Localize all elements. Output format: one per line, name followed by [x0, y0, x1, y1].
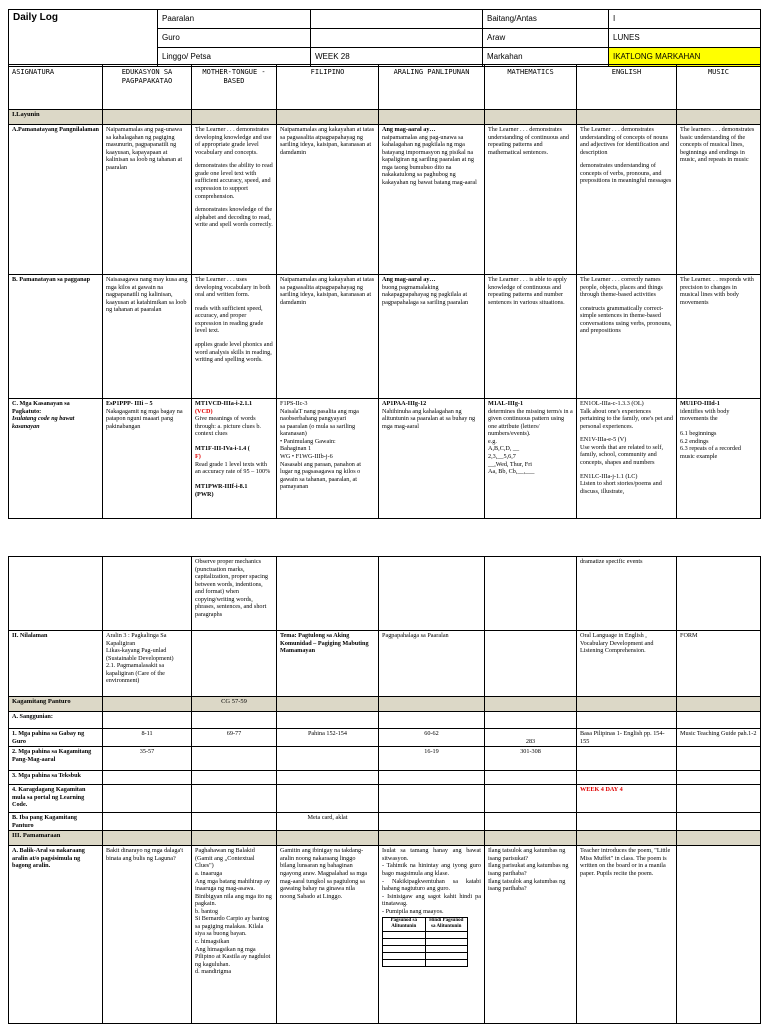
cell: 69-77	[192, 729, 277, 747]
row-label: 1. Mga pahina sa Gabay ng Guro	[9, 729, 103, 747]
subject-header: ENGLISH	[577, 65, 677, 110]
week-value: WEEK 28	[311, 48, 483, 67]
markahan-label: Markahan	[483, 48, 609, 67]
cell: Gamitin ang ibinigay na takdang-aralin noong nakaraang linggo bilang lunsaran ng bahaginan ngayong araw. Magpalahad sa mga mag-aaral tungkol sa pagtulong sa gawaing bahay na ginawa nila noong Sabado at Linggo.	[277, 846, 379, 1024]
cell: 301-308	[485, 747, 577, 771]
cell: 283	[485, 729, 577, 747]
cell: MT1VCD-IIIa-i-2.1.1 (VCD) Give meanings of words through: a. picture clues b. context clues MT1F-III-IVa-i-1.4 ( F) Read grade 1 level texts with an accuracy rate of 95 – 100% MT1PWR-IIIf-i-8.1 (PWR)	[192, 399, 277, 519]
markahan-value: IKATLONG MARKAHAN	[609, 48, 761, 67]
araw-label: Araw	[483, 29, 609, 48]
row-label: 4. Karagdagang Kagamitan mula sa portal ng Learning Code.	[9, 785, 103, 813]
cell: Teacher introduces the poem, "Little Miss Muffet" in class. The poem is written on the board or in a manila paper. Pupils recite the poem.	[577, 846, 677, 1024]
cell: The Learner . . . uses developing vocabulary in both oral and written form. reads with sufficient speed, accuracy, and proper expression in reading grade level text. applies grade level phonics and word analysis skills in reading, writing and spelling words.	[192, 275, 277, 399]
cell: WEEK 4 DAY 4	[577, 785, 677, 813]
row-label: II. Nilalaman	[9, 631, 103, 697]
row-label: A.Pamanatayang Pangnilalaman	[9, 125, 103, 275]
cell: FORM	[677, 631, 761, 697]
cell: Oral Language in English , Vocabulary Development and Listening Comprehension.	[577, 631, 677, 697]
cell: Isulat sa tamang hanay ang bawat sitwasyon. - Tahimik na hinintay ang iyong guro bago magsimula ang klase. - Nakikipagkwentuhan sa katabi habang nagtuturo ang guro. - Isinisigaw ang sagot kahit hindi pa tinatawag. - Pumipila nang maayos. Pagsunod sa Alituntunin Hindi Pagsunod sa Alituntunin	[379, 846, 485, 1024]
row-label: A. Balik-Aral sa nakaraang aralin at/o pagsisimula ng bagong aralin.	[9, 846, 103, 1024]
cell: 60-62	[379, 729, 485, 747]
cell: The Learner. . . responds with precision to changes in musical lines with body movements	[677, 275, 761, 399]
subject-header: ASIGNATURA	[9, 65, 103, 110]
cell: The Learner . . . demonstrates understanding of continuous and repeating patterns and mathematical sentences.	[485, 125, 577, 275]
row-label: A. Sanggunian:	[9, 712, 103, 729]
row-label: C. Mga Kasanayan sa Pagkatuto: Isulatang code ng bawat kasanayan	[9, 399, 103, 519]
subject-header: EDUKASYON SA PAGPAPAKATAO	[103, 65, 192, 110]
cell: Music Teaching Guide pah.1-2	[677, 729, 761, 747]
row-label: B. Iba pang Kagamitang Panturo	[9, 813, 103, 831]
cell: The Learner . . . correctly names people, objects, places and things through theme-based activities constructs grammatically correct-simple sentences in theme-based conversations using verbs, pronouns, and prepositions	[577, 275, 677, 399]
cell: Bakit dinarayo ng mga dalaga't binata ang bulis ng Laguna?	[103, 846, 192, 1024]
row-label: B. Pamanatayan sa pagganap	[9, 275, 103, 399]
cell: Ang mag-aaral ay… naipamamalas ang pag-unawa sa kahalagahan ng pagkilala ng mga batayang impormasyon ng pisikal na kapaligiran ng sariling paaralan at ng mga taong bumubuo dito na nakakatulong sa paghubog ng kakayahan ng bawat batang mag-aaral	[379, 125, 485, 275]
baitang-label: Baitang/Antas	[483, 10, 609, 29]
paaralan-label: Paaralan	[158, 10, 311, 29]
row-label: 3. Mga pahina sa Teksbuk	[9, 771, 103, 785]
cell: The Learner . . . is able to apply knowledge of continuous and repeating patterns and number sentences in various situations.	[485, 275, 577, 399]
guro-value	[311, 29, 483, 48]
cell: MU1FO-IIId-1 identifies with body movements the 6.1 beginnings 6.2 endings 6.3 repeats of a recorded music example	[677, 399, 761, 519]
cell: 8-11	[103, 729, 192, 747]
baitang-value: I	[609, 10, 761, 29]
paaralan-value	[311, 10, 483, 29]
cell: Naipamamalas ang pag-unawa sa kahalagahan ng pagiging masunurin, pagpapanatili ng kaayusan, kapayapaan at kalinisan sa loob ng tahanan at paaralan	[103, 125, 192, 275]
cell: EN1OL-IIIa-c-1.3.3 (OL) Talk about one's experiences pertaining to the family, one's pet and personal experiences. EN1V-IIIa-e-5 (V) Use words that are related to self, family, school, community and concepts, shapes and numbers EN1LC-IIIa-j-1.1 (LC) Listen to short stories/poems and discuss, illustrate,	[577, 399, 677, 519]
subject-header: FILIPINO	[277, 65, 379, 110]
cell: 16-19	[379, 747, 485, 771]
cell: The Learner . . . demonstrates understanding of concepts of nouns and adjectives for identification and description demonstrates understanding of concepts of verbs, pronouns, and prepositions in meaningful messages	[577, 125, 677, 275]
guro-label: Guro	[158, 29, 311, 48]
row-label: 2. Mga pahina sa Kagamitang Pang-Mag-aaral	[9, 747, 103, 771]
cell: CG 57-59	[192, 697, 277, 712]
subject-header: MOTHER-TONGUE -BASED	[192, 65, 277, 110]
lingo-label: Linggo/ Petsa	[158, 48, 311, 67]
cell: Paghahawan ng Balakid (Gamit ang „Contextual Clues") a. inaaruga Ang mga batang mahihirap ay inaaruga ng mag-asawa. Binibigyan nila ang mga ito ng pagkain. b. bantog Si Bernardo Carpio ay bantog sa pagiging malakas. Kilala siya sa buong bayan. c. himagsikan Ang himagsikan ng mga Pilipino at Kastila ay nagdulot ng kaguluhan. d. mandirigma	[192, 846, 277, 1024]
cell: The learners . . . demonstrates basic understanding of the concepts of musical lines, beginnings and endings in music, and repeats in music	[677, 125, 761, 275]
section-pamamaraan: III. Pamamaraan	[9, 831, 103, 846]
cell: M1AL-IIIg-1 determines the missing term/s in a given continuous pattern using one attribute (letters/ numbers/events). e.g. A,B,C,D, __ 2,3,__5,6,7 __,Wed, Thur, Fri Aa, Bb, Cb,__,___	[485, 399, 577, 519]
section-layunin: I.Layunin	[9, 110, 103, 125]
cell: Ilang tatsulok ang katumbas ng isang parisukat? Ilang parisukat ang katumbas ng isang parihaba? Ilang tatsulok ang katumbas ng isang parihaba?	[485, 846, 577, 1024]
cell: 35-57	[103, 747, 192, 771]
cell: dramatize specific events	[577, 557, 677, 631]
cell: Naipamamalas ang kakayahan at tatas sa pagsasalita atpagpapahayag ng sariling ideya, kaisipan, karanasan at damdamin	[277, 125, 379, 275]
cell: AP1PAA-IIIg-12 Nahihinuha ang kahalagahan ng alituntunin sa paaralan at sa buhay ng mga mag-aaral	[379, 399, 485, 519]
page-title: Daily Log	[9, 10, 158, 67]
alituntunin-table: Pagsunod sa Alituntunin Hindi Pagsunod sa Alituntunin	[382, 917, 468, 966]
cell: EsP1PPP- IIIi – 5 Nakagagamit ng mga bagay na patapon nguni maaari pang pakinabangan	[103, 399, 192, 519]
cell: Pahina 152-154	[277, 729, 379, 747]
cell: Naipamamalas ang kakayahan at tatas sa pagsasalita atpagpapahayag ng sariling ideya, kaisipan, karanasan at damdamin	[277, 275, 379, 399]
cell: Basa Pilipinas 1- English pp. 154-155	[577, 729, 677, 747]
cell: Naisasagawa nang may kusa ang mga kilos at gawain na nagpapanatili ng kalinisan, kaayusan at katahimikan sa loob ng tahanan at paaralan	[103, 275, 192, 399]
cell: Meta card, aklat	[277, 813, 379, 831]
cell: Ang mag-aaral ay… buong pagmamalaking nakapagpapahayag ng pagkilala at pagpapahalaga sa sariling paaralan	[379, 275, 485, 399]
cell: Observe proper mechanics (punctuation marks, capitalization, proper spacing between words, indentions, and format) when copying/writing words, phrases, sentences, and short paragraphs	[192, 557, 277, 631]
header-table	[8, 9, 761, 67]
cell: Tema: Pagtulong sa Aking Komunidad – Pagiging Mabuting Mamamayan	[277, 631, 379, 697]
cell: The Learner . . . demonstrates developing knowledge and use of appropriate grade level vocabulary and concepts. demonstrates the ability to read grade one level text with sufficient accuracy, speed, and expression to support comprehension. demonstrates knowledge of the alphabet and decoding to read, write and spell words correctly.	[192, 125, 277, 275]
cell: F1PS-IIc-3 NaisalaT nang pasalita ang mga naobserbahang pangyayari sa paaralan (o mula sa sariling karanasan) • Panimulang Gawain: Bahaginan 1 WG • F1WG-IIIb-j-6 Nasasabi ang paraan, panahon at lugar ng pagsasagawa ng kilos o gawain sa tahanan, paaralan, at pamayanan	[277, 399, 379, 519]
araw-value: LUNES	[609, 29, 761, 48]
lesson-table-top	[8, 64, 761, 519]
subject-header: MATHEMATICS	[485, 65, 577, 110]
subject-header: MUSIC	[677, 65, 761, 110]
subject-header: ARALING PANLIPUNAN	[379, 65, 485, 110]
lesson-table-bottom	[8, 556, 761, 1024]
cell: Aralin 3 : Pagkalinga Sa Kapaligiran Likas-kayang Pag-unlad (Sustainable Development) 2.1. Pagmamalasakit sa kapaligiran (Care of the environment)	[103, 631, 192, 697]
cell: Pagpapahalaga sa Paaralan	[379, 631, 485, 697]
section-kagamitan: Kagamitang Panturo	[9, 697, 103, 712]
